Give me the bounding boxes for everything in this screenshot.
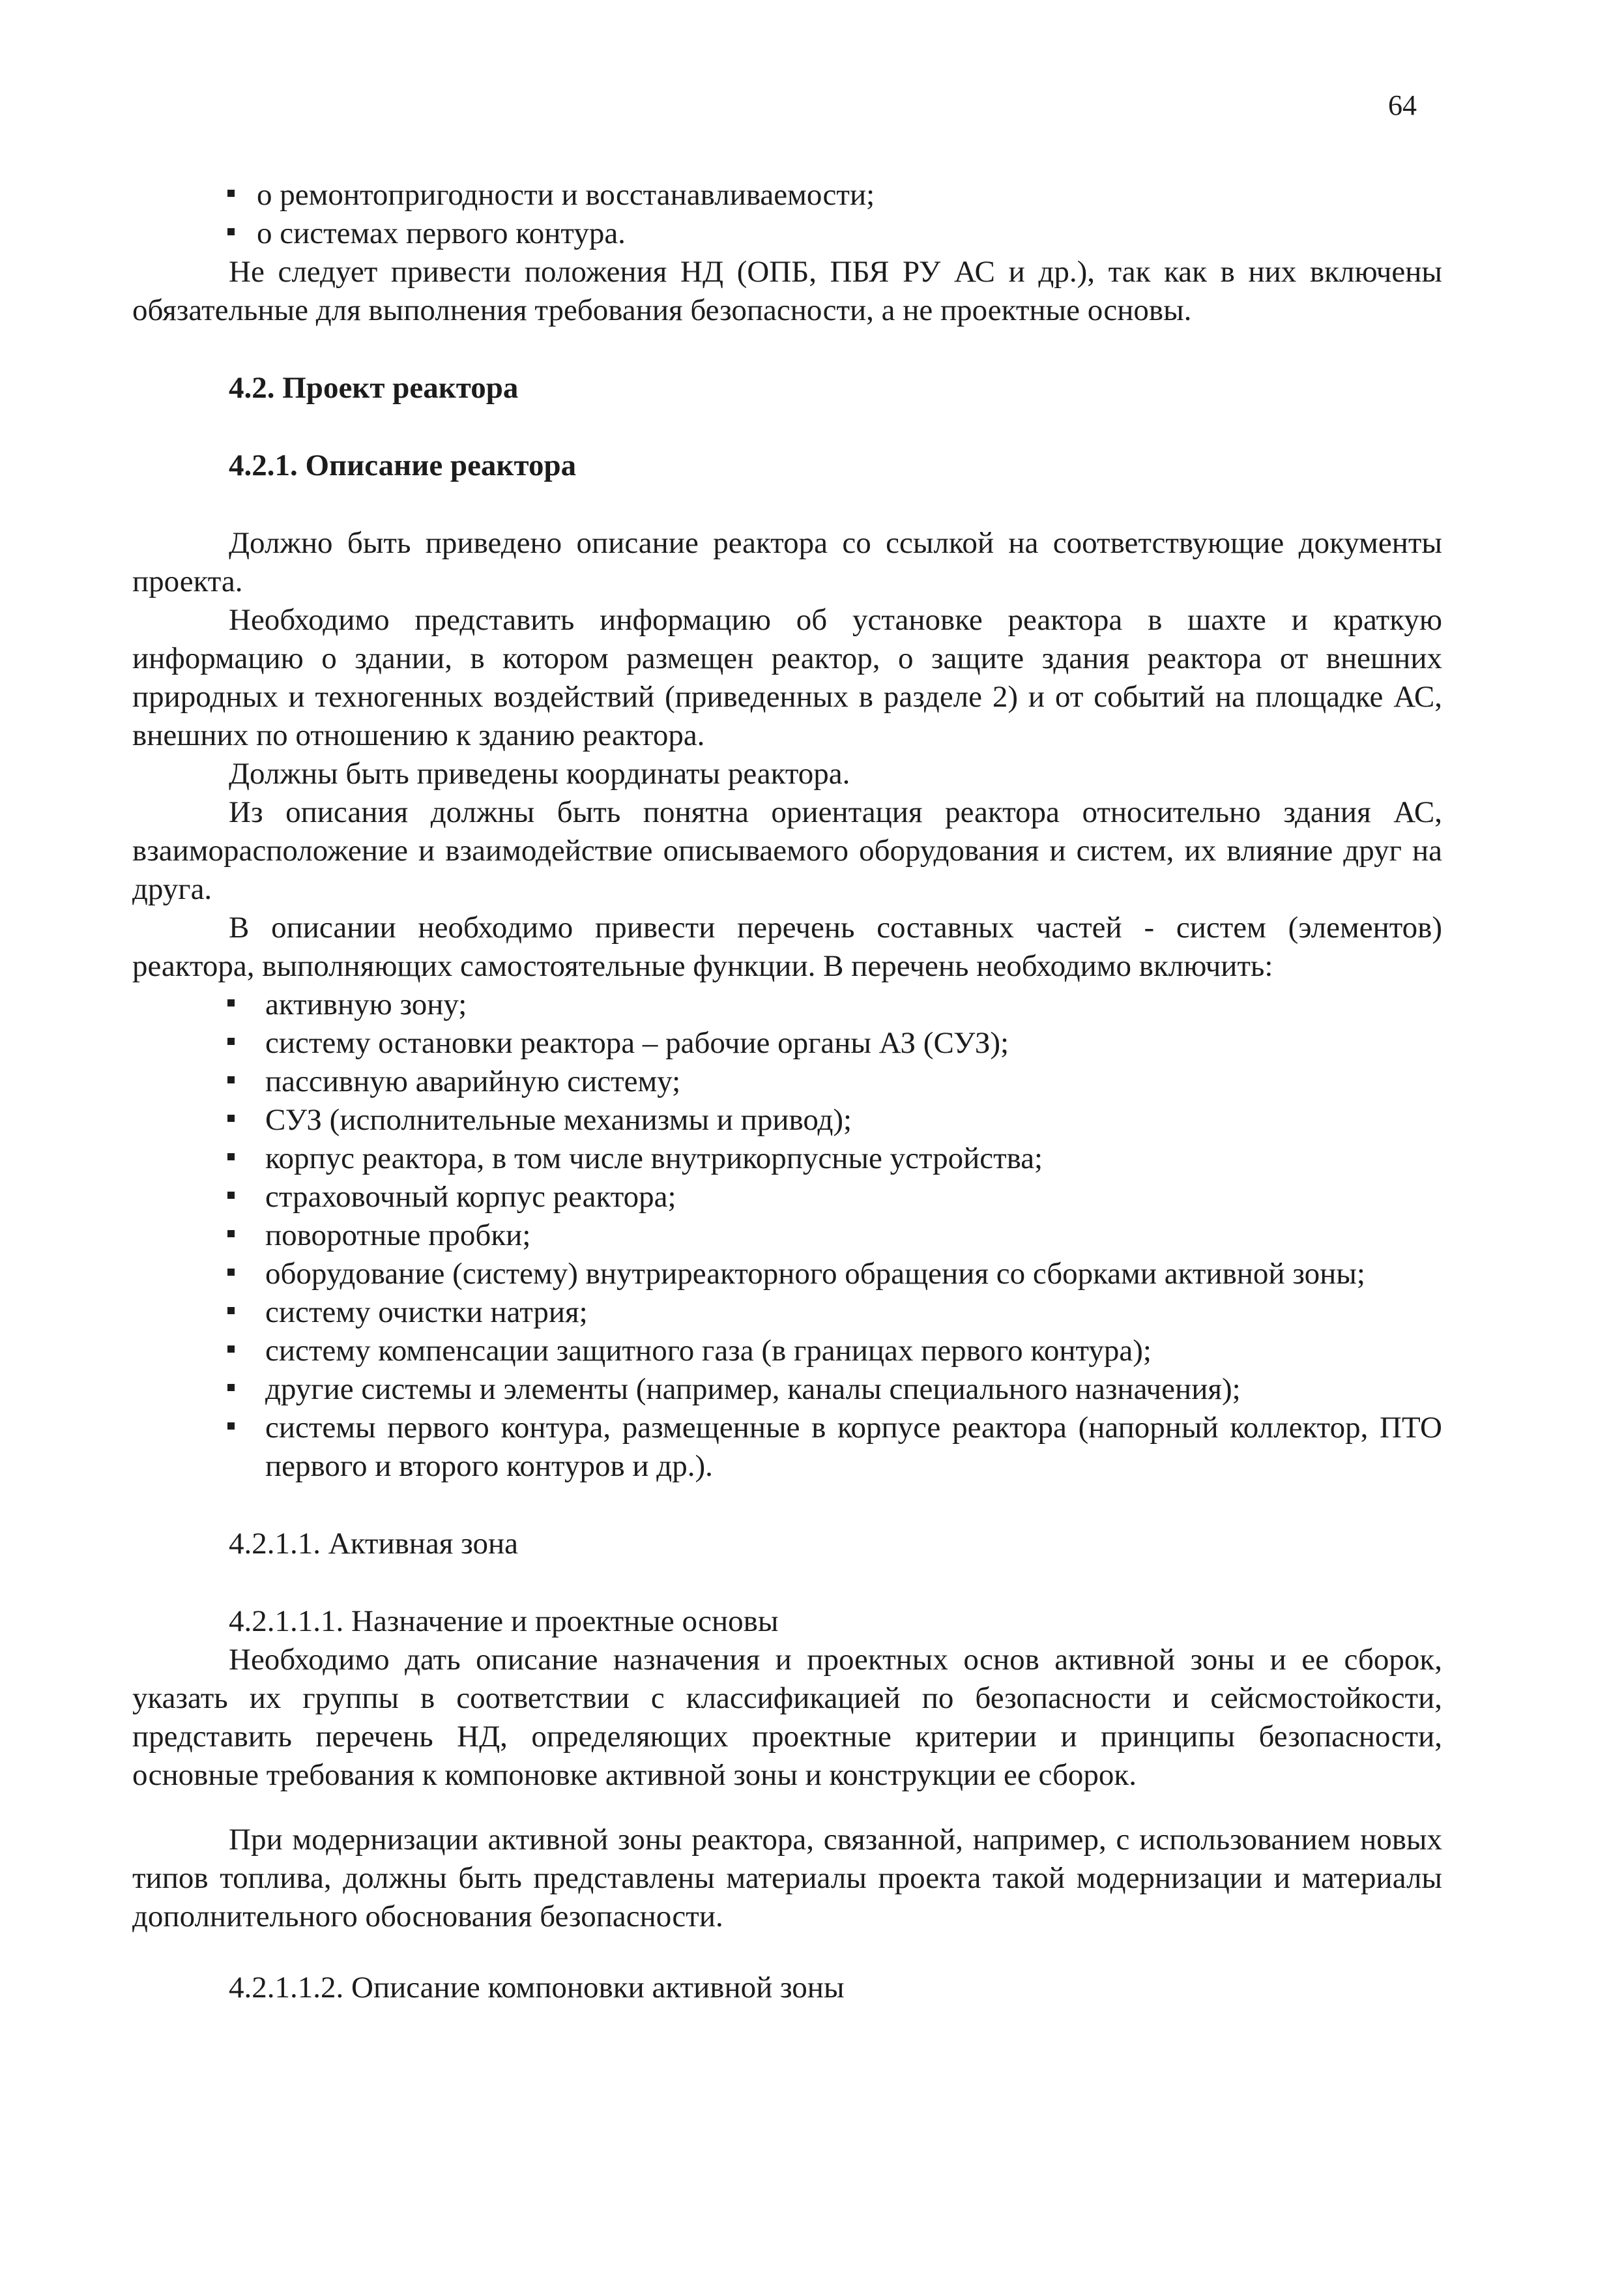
bullet-text: о ремонтопригодности и восстанавливаемости; [257, 178, 875, 212]
list-item-text: оборудование (систему) внутриреакторного обращения со сборками активной зоны; [265, 1257, 1365, 1291]
list-item [227, 1370, 1442, 1409]
bullet-item [227, 214, 1442, 253]
list-item [227, 1063, 1442, 1101]
square-bullet-icon [227, 1115, 235, 1122]
paragraph: Должно быть приведено описание реактора со ссылкой на соответствующие документы проекта. [132, 526, 1442, 598]
section-heading-4-2-1-1-2: 4.2.1.1.2. Описание компоновки активной зоны [229, 1971, 845, 2005]
square-bullet-icon [227, 228, 235, 235]
square-bullet-icon [227, 999, 235, 1006]
section-heading-4-2-1-1: 4.2.1.1. Активная зона [229, 1527, 518, 1561]
paragraph: Необходимо представить информацию об установке реактора в шахте и краткую информацию о здании, в котором размещен реактор, о защите здания реактора от внешних природных и техногенных воздействий (приведенных в разделе 2) и от событий на площадке АС, внешних по отношению к зданию реактора. [132, 603, 1442, 752]
list-item-text: систему компенсации защитного газа (в границах первого контура); [265, 1334, 1152, 1368]
list-item [227, 1178, 1442, 1216]
square-bullet-icon [227, 1269, 235, 1276]
square-bullet-icon [227, 1192, 235, 1199]
square-bullet-icon [227, 1153, 235, 1160]
paragraph: Должны быть приведены координаты реактора. [229, 757, 850, 791]
list-item [227, 1255, 1442, 1293]
page-content [132, 176, 1442, 2007]
list-item-text: пассивную аварийную систему; [265, 1065, 681, 1098]
square-bullet-icon [227, 1038, 235, 1045]
list-item [227, 1293, 1442, 1332]
list-item [227, 1024, 1442, 1063]
list-item-text: СУЗ (исполнительные механизмы и привод); [265, 1103, 852, 1137]
list-item [227, 1409, 1442, 1486]
list-item [227, 1332, 1442, 1370]
section-heading-4-2-1-1-1: 4.2.1.1.1. Назначение и проектные основы [229, 1604, 779, 1638]
paragraph-nd: Не следует привести положения НД (ОПБ, ПБЯ РУ АС и др.), так как в них включены обязательные для выполнения требования безопасности, а не проектные основы. [132, 255, 1442, 327]
section-heading-4-2: 4.2. Проект реактора [229, 371, 519, 405]
list-item-text: систему остановки реактора – рабочие органы АЗ (СУЗ); [265, 1026, 1009, 1060]
square-bullet-icon [227, 1307, 235, 1314]
paragraph: В описании необходимо привести перечень составных частей - систем (элементов) реактора, выполняющих самостоятельные функции. В перечень необходимо включить: [132, 911, 1442, 983]
components-list [132, 986, 1442, 1486]
section-heading-4-2-1: 4.2.1. Описание реактора [229, 448, 577, 482]
list-item [227, 1101, 1442, 1139]
bullet-item [227, 176, 1442, 214]
list-item-text: системы первого контура, размещенные в корпусе реактора (напорный коллектор, ПТО первого и второго контуров и др.). [265, 1411, 1442, 1483]
bullet-text: о системах первого контура. [257, 216, 626, 250]
list-item-text: корпус реактора, в том числе внутрикорпусные устройства; [265, 1141, 1043, 1175]
page-number: 64 [1388, 89, 1417, 121]
paragraph: Из описания должны быть понятна ориентация реактора относительно здания АС, взаиморасположение и взаимодействие описываемого оборудования и систем, их влияние друг на друга. [132, 795, 1442, 906]
square-bullet-icon [227, 1230, 235, 1237]
list-item-text: другие системы и элементы (например, каналы специального назначения); [265, 1372, 1241, 1406]
paragraph: Необходимо дать описание назначения и проектных основ активной зоны и ее сборок, указать их группы в соответствии с классификацией по безопасности и сейсмостойкости, представить перечень НД, определяющих проектные критерии и принципы безопасности, основные требования к компоновке активной зоны и конструкции ее сборок. [132, 1643, 1442, 1792]
list-item-text: систему очистки натрия; [265, 1295, 588, 1329]
square-bullet-icon [227, 1384, 235, 1391]
list-item-text: активную зону; [265, 988, 467, 1021]
list-item-text: страховочный корпус реактора; [265, 1180, 676, 1214]
list-item [227, 1216, 1442, 1255]
list-item [227, 986, 1442, 1024]
square-bullet-icon [227, 1076, 235, 1083]
list-item [227, 1139, 1442, 1178]
square-bullet-icon [227, 1345, 235, 1353]
square-bullet-icon [227, 190, 235, 197]
paragraph: При модернизации активной зоны реактора, связанной, например, с использованием новых типов топлива, должны быть представлены материалы проекта такой модернизации и материалы дополнительного обоснования безопасности. [132, 1823, 1442, 1933]
list-item-text: поворотные пробки; [265, 1218, 531, 1252]
square-bullet-icon [227, 1422, 235, 1430]
